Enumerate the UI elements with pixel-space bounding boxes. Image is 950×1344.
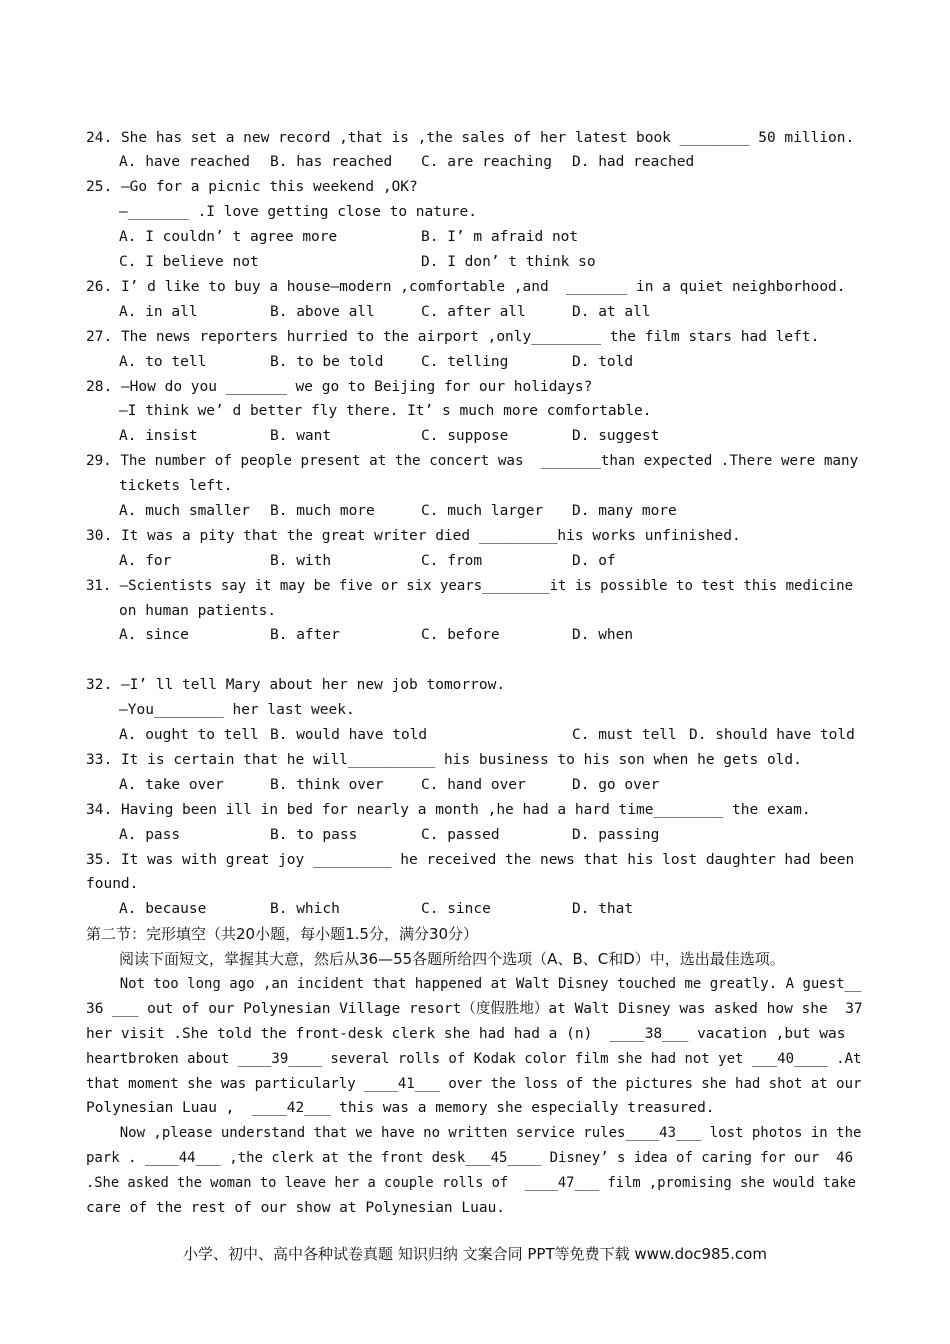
option: D. that: [572, 901, 634, 917]
option: A. I couldn’ t agree more: [119, 229, 338, 245]
option: A. to tell: [119, 354, 207, 370]
question-30-stem: 30. It was a pity that the great writer died _________his works unfinished.: [86, 528, 741, 544]
option: A. have reached: [119, 154, 250, 170]
option: C. from: [421, 553, 483, 569]
option: A. pass: [119, 827, 181, 843]
option: A. ought to tell: [119, 727, 259, 743]
question-28-stem: 28. —How do you _______ we go to Beijing for our holidays?: [86, 379, 593, 395]
option: B. after: [270, 627, 340, 643]
option: B. much more: [270, 503, 375, 519]
option: D. I don’ t think so: [421, 254, 596, 270]
option: B. would have told: [270, 727, 428, 743]
option: B. to be told: [270, 354, 384, 370]
option: C. I believe not: [119, 254, 259, 270]
option: D. passing: [572, 827, 660, 843]
option: A. in all: [119, 304, 198, 320]
option: A. much smaller: [119, 503, 250, 519]
passage-line: heartbroken about ____39____ several rolls of Kodak color film she had not yet ___40____ .At: [86, 1051, 862, 1067]
option: A. insist: [119, 428, 198, 444]
option: A. because: [119, 901, 207, 917]
option: C. telling: [421, 354, 509, 370]
question-31-stem: 31. —Scientists say it may be five or six years________it is possible to test this medicine: [86, 578, 854, 594]
passage-line: Now ,please understand that we have no written service rules____43___ lost photos in the: [86, 1125, 862, 1141]
option: A. since: [119, 627, 189, 643]
option: C. suppose: [421, 428, 509, 444]
option: D. when: [572, 627, 634, 643]
option: B. above all: [270, 304, 375, 320]
section-heading: 第二节：完形填空（共20小题，每小题1.5分，满分30分）: [86, 925, 479, 943]
question-27-stem: 27. The news reporters hurried to the airport ,only________ the film stars had left.: [86, 329, 820, 345]
question-32-stem-2: —You________ her last week.: [119, 702, 355, 718]
option: D. at all: [572, 304, 651, 320]
option: C. after all: [421, 304, 526, 320]
option: D. suggest: [572, 428, 660, 444]
question-26-stem: 26. I’ d like to buy a house—modern ,comfortable ,and _______ in a quiet neighborhood.: [86, 279, 846, 295]
option: C. before: [421, 627, 500, 643]
option: B. with: [270, 553, 332, 569]
option: D. many more: [572, 503, 677, 519]
option: C. must tell: [572, 727, 677, 743]
option: C. are reaching: [421, 154, 552, 170]
option: C. since: [421, 901, 491, 917]
question-32-stem: 32. —I’ ll tell Mary about her new job tomorrow.: [86, 677, 506, 693]
question-29-stem-2: tickets left.: [119, 478, 233, 494]
option: A. take over: [119, 777, 224, 793]
question-25-stem: 25. —Go for a picnic this weekend ,OK?: [86, 179, 418, 195]
option: B. I’ m afraid not: [421, 229, 579, 245]
question-28-stem-2: —I think we’ d better fly there. It’ s much more comfortable.: [119, 403, 652, 419]
passage-line: that moment she was particularly ____41___ over the loss of the pictures she had shot at our: [86, 1076, 862, 1092]
option: D. told: [572, 354, 634, 370]
option: B. which: [270, 901, 340, 917]
option: B. has reached: [270, 154, 393, 170]
option: B. to pass: [270, 827, 358, 843]
option: D. of: [572, 553, 616, 569]
option: C. much larger: [421, 503, 544, 519]
question-31-stem-2: on human patients.: [119, 603, 277, 619]
option: D. should have told: [689, 727, 855, 743]
option: C. passed: [421, 827, 500, 843]
option: D. go over: [572, 777, 660, 793]
option: B. want: [270, 428, 332, 444]
question-29-stem: 29. The number of people present at the concert was _______than expected .There were many: [86, 453, 859, 469]
passage-line: 36 ___ out of our Polynesian Village resort（度假胜地）at Walt Disney was asked how she 37: [86, 1001, 863, 1017]
option: A. for: [119, 553, 172, 569]
option: B. think over: [270, 777, 384, 793]
passage-line: .She asked the woman to leave her a couple rolls of ____47___ film ,promising she would take: [86, 1175, 856, 1191]
question-25-stem-2: —_______ .I love getting close to nature.: [119, 204, 477, 220]
passage-line: care of the rest of our show at Polynesian Luau.: [86, 1200, 506, 1216]
question-35-stem: 35. It was with great joy _________ he received the news that his lost daughter had been: [86, 852, 855, 868]
question-24-stem: 24. She has set a new record ,that is ,the sales of her latest book ________ 50 million.: [86, 130, 855, 146]
question-34-stem: 34. Having been ill in bed for nearly a month ,he had a hard time________ the exam.: [86, 802, 811, 818]
question-35-stem-2: found.: [86, 876, 139, 892]
option: C. hand over: [421, 777, 526, 793]
passage-line: Not too long ago ,an incident that happened at Walt Disney touched me greatly. A guest__: [86, 976, 862, 992]
footer-advert: 小学、初中、高中各种试卷真题 知识归纳 文案合同 PPT等免费下载 www.doc985.com: [183, 1245, 767, 1263]
passage-line: park . ____44___ ,the clerk at the front desk___45____ Disney’ s idea of caring for our 46: [86, 1150, 854, 1166]
option: D. had reached: [572, 154, 695, 170]
passage-line: Polynesian Luau , ____42___ this was a memory she especially treasured.: [86, 1100, 715, 1116]
passage-line: her visit .She told the front-desk clerk she had had a (n) ____38___ vacation ,but was: [86, 1026, 846, 1042]
section-instruction: 阅读下面短文，掌握其大意，然后从36—55各题所给四个选项（A、B、C和D）中，选出最佳选项。: [119, 950, 785, 968]
question-33-stem: 33. It is certain that he will__________ his business to his son when he gets old.: [86, 752, 802, 768]
